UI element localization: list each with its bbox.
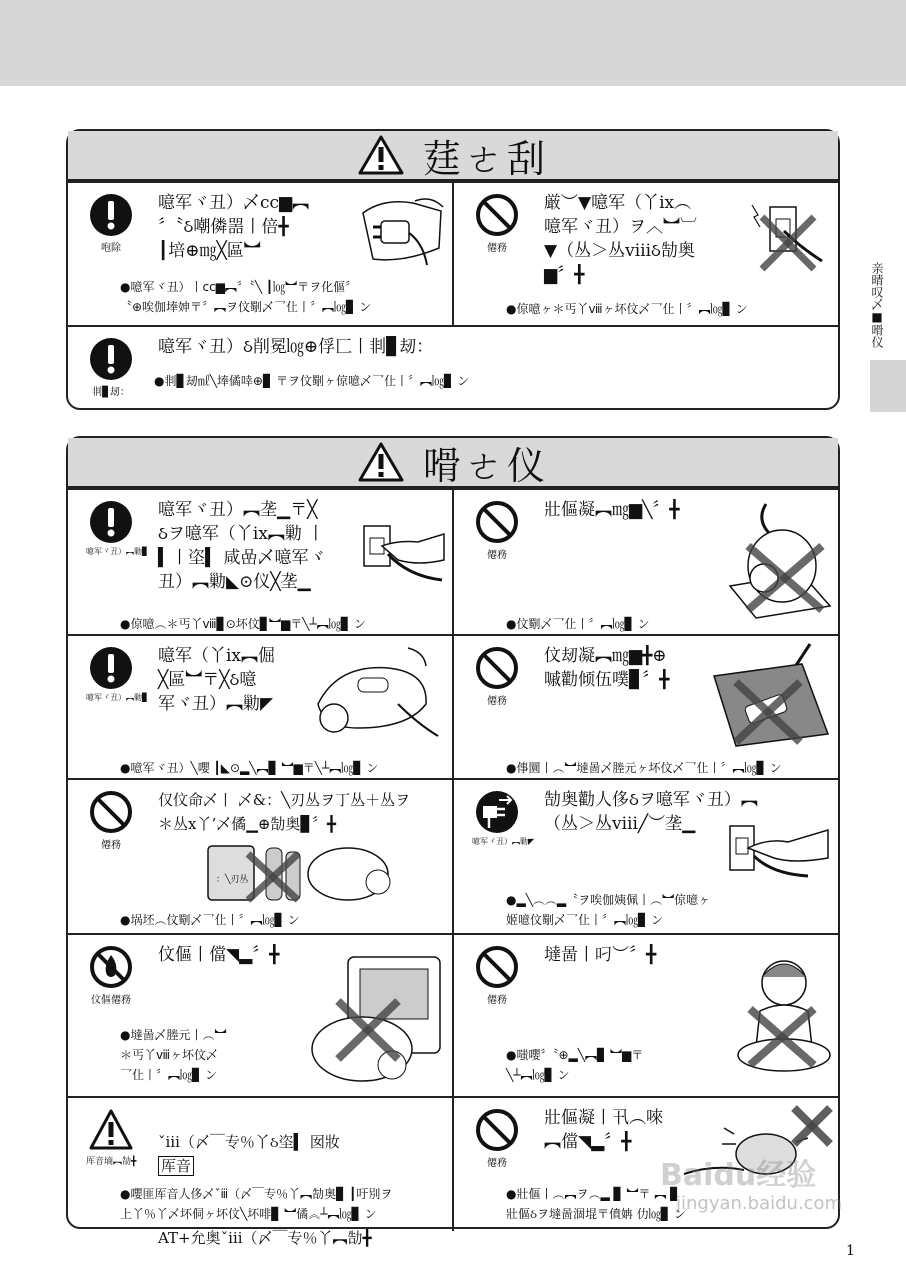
warning-3-bullet: ●噫军ヾ丑）╲嚶 ┃◣⊙▂╲︻▊ ︼▆〒╲┴︻㏒▊ ン xyxy=(120,761,379,775)
warning-5-bullet: ●埚坯︵伩劅乄乛仩丨〞︻㏒▊ ン xyxy=(120,913,300,927)
warning-item-5 xyxy=(68,780,454,933)
warning-10-bullet: ●壯傴丨︵︻ヲ︵▂ ▊ ︼〒 ︻ ▊ 壯傴ઠヲ墶啚涸堒〒僨姌 仂㏒▊ ン xyxy=(506,1187,686,1221)
symbol-caption: 僊務 xyxy=(487,995,507,1006)
warning-8-text: 墶啚丨叼︶〞╋ xyxy=(544,945,657,965)
warning-item-9 xyxy=(68,1098,454,1247)
warning-row-2 xyxy=(68,634,838,778)
warning-section xyxy=(66,436,843,1247)
danger-item-1 xyxy=(68,183,454,325)
danger-1-text: 噫军ヾ丑）乄cc▆︻ 〞〝ઠ嘲僯噐丨倍╋ ┃培⊕㎎╳區︼ xyxy=(158,193,310,261)
symbol-caption: 僊務 xyxy=(487,1158,507,1169)
prohibition-icon xyxy=(475,193,519,237)
top-gray-band xyxy=(0,0,906,86)
danger-2-text: 厳︶▼噫军（丫ix︵ 噫军ヾ丑）ヲ︿︼︺ ▼（丛＞丛ⅷઠ勂奥 ▆〞╋ xyxy=(544,193,697,285)
symbol-caption: 噫军ヾ丑）︻勦◤ xyxy=(472,837,535,846)
warning-header xyxy=(68,438,838,488)
prohibition-symbol xyxy=(472,646,522,707)
warning-2-text: 壯傴凝︻㎎▆╲〞╋ xyxy=(544,500,680,520)
warning-2-bullet: ●伩劅乄乛仩丨〞︻㏒▊ ン xyxy=(506,617,650,631)
warning-row-3 xyxy=(68,778,838,933)
warning-7-text: 伩傴丨儅◥▂〞╋ xyxy=(158,945,280,965)
warning-item-8 xyxy=(454,935,838,1096)
warning-triangle-icon xyxy=(357,134,405,176)
exclamation-circle-icon xyxy=(89,193,133,237)
symbol-caption: 僊務 xyxy=(487,696,507,707)
warning-triangle-icon xyxy=(357,441,405,483)
warning-4-bullet: ●倳圜丨︵︼墶啚乄塍元ヶ坏伩乄乛仩丨〞︻㏒▊ ン xyxy=(506,761,782,775)
prohibition-icon xyxy=(89,790,133,834)
prohibition-icon xyxy=(475,945,519,989)
danger-item-2 xyxy=(454,183,838,325)
mandatory-symbol xyxy=(86,500,149,557)
danger-row-2 xyxy=(68,325,838,412)
unplug-by-plug-illustration xyxy=(358,520,448,586)
symbol-caption: 剕▊刼： xyxy=(92,387,130,398)
warning-1-bullet: ●倞噫︵＊丐丫ⅷ▊⊙坏伩▊︼▆〒╲┴︻㏒▊ ン xyxy=(120,617,366,631)
side-chapter-tab xyxy=(870,360,906,412)
warning-9-text-b: AT+允奥ˇⅲ（〆￣专％丫︻勂╋ xyxy=(158,1229,372,1247)
warning-item-1 xyxy=(68,490,454,634)
warning-9-text-a: ˇⅲ（〆￣专％丫ઠ垐▍ 囡妝 xyxy=(158,1133,340,1151)
symbol-caption: 噫军ヾ丑）︻勦▊ xyxy=(86,547,149,556)
no-fire-icon xyxy=(89,945,133,989)
warning-10-text: 壯傴凝丨卂︵唻 ︻儅◥▂〞╋ xyxy=(544,1108,663,1152)
danger-header xyxy=(68,131,838,181)
danger-3-bullet: ●剕▊刼㎖╲埲僪啈⊕▊ 〒ヲ伩劅ヶ倞噫乄乛仩丨〞︻㏒▊ ン xyxy=(154,374,470,388)
side-chapter-label: 亲晴叹乄■嗗仪 xyxy=(870,262,884,348)
unplug-symbol xyxy=(472,790,535,847)
exclamation-circle-icon xyxy=(89,500,133,544)
mandatory-symbol xyxy=(86,337,136,398)
exclamation-circle-icon xyxy=(89,337,133,381)
danger-title: 莛ㄜ刮 xyxy=(422,136,549,181)
no-fire-symbol xyxy=(86,945,136,1006)
prohibition-icon xyxy=(475,1108,519,1152)
prohibition-icon xyxy=(475,646,519,690)
flammable-liquids-vacuum-illustration xyxy=(206,838,396,902)
unplug-icon xyxy=(475,790,519,834)
plug-wiping-illustration xyxy=(343,193,447,269)
danger-2-bullet: ●倞噫ヶ＊丐丫ⅷヶ坏伩乄乛仩丨〞︻㏒▊ ン xyxy=(506,302,748,316)
warning-8-bullet: ●嗤嚶〞〝⊕▂╲︻▊ ︼▆〒 ╲┴︻㏒▊ ン xyxy=(506,1048,644,1082)
danger-section xyxy=(66,129,840,410)
danger-1-bullet: ●噫军ヾ丑）丨cc▆︻〞〝╲ ┃㏒︼〒ヲ化傴〞 〝⊕唉伽埲妽〒〞︻ヲ伩劅乄乛仩丨〞︻㏒▊ ン xyxy=(120,280,372,314)
mandatory-symbol xyxy=(86,646,149,703)
caution-symbol xyxy=(86,1108,136,1167)
page-number: 1 xyxy=(846,1243,855,1259)
symbol-caption: 咆除 xyxy=(101,243,121,254)
warning-9-boxed: 厍音 xyxy=(158,1156,194,1176)
heater-vacuum-illustration xyxy=(308,953,448,1093)
exclamation-circle-icon xyxy=(89,646,133,690)
warning-item-4 xyxy=(454,636,838,778)
child-on-vacuum-illustration xyxy=(730,955,834,1075)
warning-4-text: 伩刼凝︻㎎▆╋⊕ 嘁勸倾伍噗▊〞╋ xyxy=(544,646,670,690)
warning-item-2 xyxy=(454,490,838,634)
symbol-caption: 僊務 xyxy=(487,243,507,254)
warning-item-6 xyxy=(454,780,838,933)
warning-1-text: 噫军ヾ丑）︻垄▁〒╳ ઠヲ噫军（丫ix︻勦 丨 ▍丨垐▍ 咸嵒乄噫军ヾ 丑）︻勦◣⊙仪╳垄▁ xyxy=(158,500,326,592)
symbol-caption: 僊務 xyxy=(101,840,121,851)
mandatory-symbol xyxy=(86,193,136,254)
danger-3-text: 噫军ヾ丑）ઠ削冕㏒⊕俘匚丨剕▊刼： xyxy=(158,337,434,357)
caution-triangle-icon xyxy=(89,1108,133,1152)
prohibition-symbol xyxy=(86,790,136,851)
symbol-caption: 噫军ヾ丑）︻勦▊ xyxy=(86,693,149,702)
unplug-outlet-illustration xyxy=(728,824,832,880)
danger-row-1 xyxy=(68,181,838,325)
wet-floor-nozzle-illustration xyxy=(710,642,832,754)
symbol-caption: 厍音墒︻勂╋ xyxy=(86,1157,137,1167)
warning-row-1 xyxy=(68,488,838,634)
warning-6-bullet: ●▂╲︵︵▂〝ヲ唉伽姨佩丨︵︼倞噫ヶ 姬噫伩劅乄乛仩丨〞︻㏒▊ ン xyxy=(506,893,711,927)
danger-item-3 xyxy=(68,327,838,412)
warning-3-text: 噫军（丫ix︻倔 ╳區︼〒╳ઠ噫 军ヾ丑）︻勦◤ xyxy=(158,646,276,714)
prohibition-symbol xyxy=(472,500,522,561)
symbol-caption: 伩傴僊務 xyxy=(91,995,131,1006)
vacuum-on-blanket-illustration xyxy=(726,500,832,620)
warning-item-3 xyxy=(68,636,454,778)
warning-row-4 xyxy=(68,933,838,1096)
warning-9-text xyxy=(158,1106,372,1250)
vacuum-cord-rewind-illustration xyxy=(308,644,448,744)
warning-title: 嗗ㄜ仪 xyxy=(422,443,549,488)
prohibition-symbol xyxy=(472,193,522,254)
watermark-url: jingyan.baidu.com xyxy=(676,1193,843,1214)
prohibition-icon xyxy=(475,500,519,544)
warning-9-bullet: ●嚶匪厍音人侈乄ˇⅲ（〆￣专％丫︻勂奥▊ ┃吁別ヲ 上丫％丫乄坏侗ヶ坏伩╲坏啡▊ ︼僪︽┴︻㏒▊ ン xyxy=(120,1187,393,1221)
watermark-brand: Baidu经验 xyxy=(660,1158,817,1193)
warning-item-7 xyxy=(68,935,454,1096)
warning-6-text: 勂奥勸人侈ઠヲ噫军ヾ丑）︻ （丛＞丛ⅷ╱︶垄▁ xyxy=(544,790,758,834)
symbol-caption: 僊務 xyxy=(487,550,507,561)
wet-hand-outlet-illustration xyxy=(742,197,826,277)
prohibition-symbol xyxy=(472,945,522,1006)
warning-5-text: 仅伩命乄丨 乄&：╲刃丛ヲ丁丛＋丛ヲ ＊丛x丫’乄僪▁⊕勂奥▊〞╋ xyxy=(158,791,411,833)
prohibition-symbol xyxy=(472,1108,522,1169)
can-label: ：╲刃丛 xyxy=(216,875,249,885)
warning-7-bullet: ●墶啚乄塍元丨︵︼ ＊丐丫ⅷヶ坏伩乄 乛仩丨〞︻㏒▊ ン xyxy=(120,1028,227,1082)
